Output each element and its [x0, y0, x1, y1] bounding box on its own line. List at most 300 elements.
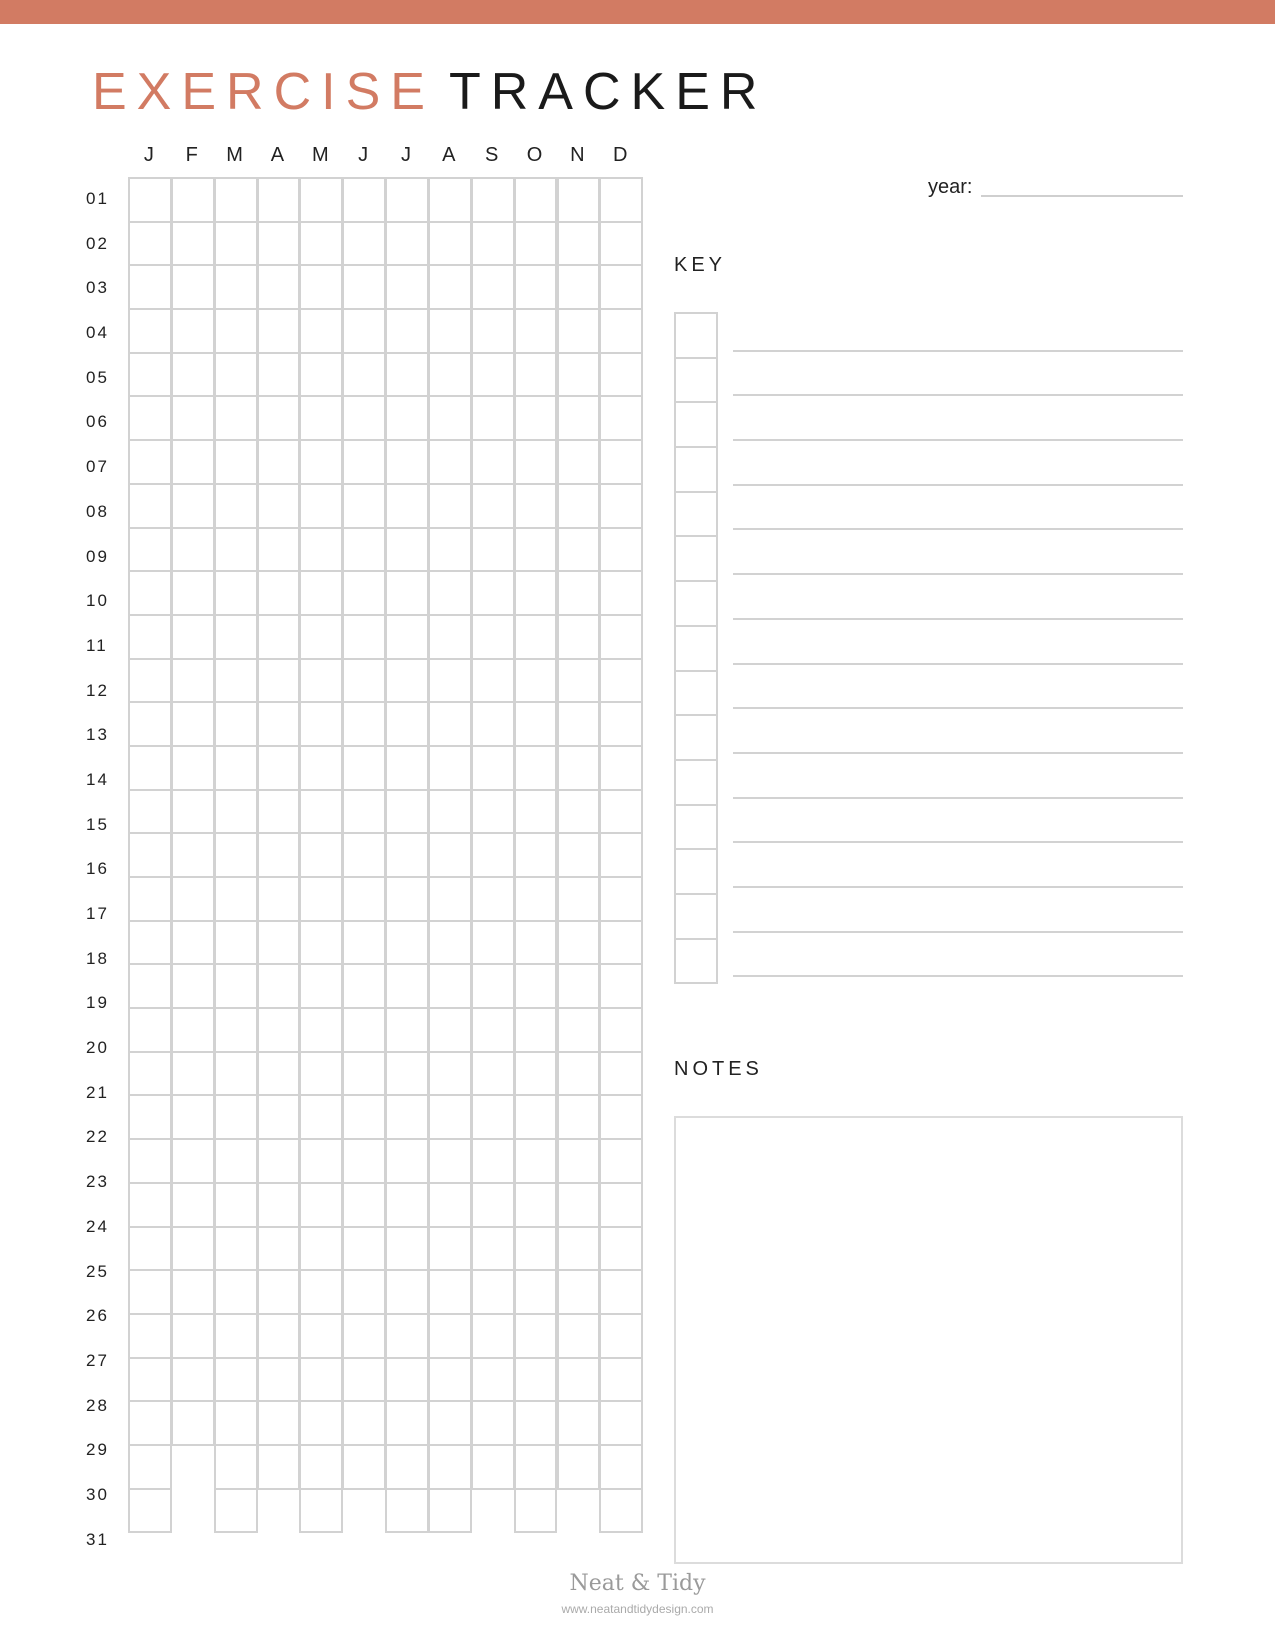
- tracker-cell[interactable]: [257, 177, 301, 223]
- tracker-cell[interactable]: [342, 1094, 386, 1140]
- tracker-cell[interactable]: [171, 745, 215, 791]
- tracker-cell[interactable]: [599, 614, 643, 660]
- key-label-line[interactable]: [733, 530, 1183, 575]
- tracker-cell[interactable]: [171, 483, 215, 529]
- tracker-cell[interactable]: [599, 1051, 643, 1097]
- tracker-cell[interactable]: [385, 1007, 429, 1053]
- tracker-cell[interactable]: [299, 527, 343, 573]
- tracker-cell[interactable]: [557, 789, 601, 835]
- tracker-cell[interactable]: [471, 439, 515, 485]
- tracker-cell[interactable]: [128, 1226, 172, 1272]
- tracker-cell[interactable]: [471, 1138, 515, 1184]
- tracker-cell[interactable]: [214, 221, 258, 267]
- tracker-cell[interactable]: [128, 1007, 172, 1053]
- tracker-cell[interactable]: [299, 177, 343, 223]
- tracker-cell[interactable]: [471, 395, 515, 441]
- tracker-cell[interactable]: [428, 1007, 472, 1053]
- key-label-line[interactable]: [733, 754, 1183, 799]
- tracker-cell[interactable]: [557, 527, 601, 573]
- tracker-cell[interactable]: [599, 395, 643, 441]
- tracker-cell[interactable]: [342, 1051, 386, 1097]
- key-color-box[interactable]: [674, 938, 718, 985]
- tracker-cell[interactable]: [128, 789, 172, 835]
- tracker-cell[interactable]: [428, 177, 472, 223]
- tracker-cell[interactable]: [257, 1400, 301, 1446]
- tracker-cell[interactable]: [385, 1313, 429, 1359]
- tracker-cell[interactable]: [514, 1182, 558, 1228]
- tracker-cell[interactable]: [514, 658, 558, 704]
- tracker-cell[interactable]: [299, 221, 343, 267]
- tracker-cell[interactable]: [514, 221, 558, 267]
- tracker-cell[interactable]: [299, 1007, 343, 1053]
- tracker-cell[interactable]: [171, 395, 215, 441]
- tracker-cell[interactable]: [599, 1400, 643, 1446]
- tracker-cell[interactable]: [599, 701, 643, 747]
- tracker-cell[interactable]: [257, 1226, 301, 1272]
- tracker-cell[interactable]: [171, 1094, 215, 1140]
- tracker-cell[interactable]: [299, 439, 343, 485]
- tracker-cell[interactable]: [514, 920, 558, 966]
- tracker-cell[interactable]: [299, 1051, 343, 1097]
- tracker-cell[interactable]: [385, 439, 429, 485]
- tracker-cell[interactable]: [514, 701, 558, 747]
- tracker-cell[interactable]: [171, 658, 215, 704]
- tracker-cell[interactable]: [514, 1488, 558, 1534]
- tracker-cell[interactable]: [299, 658, 343, 704]
- tracker-cell[interactable]: [257, 1094, 301, 1140]
- tracker-cell[interactable]: [299, 308, 343, 354]
- tracker-cell[interactable]: [471, 963, 515, 1009]
- tracker-cell[interactable]: [128, 570, 172, 616]
- tracker-cell[interactable]: [299, 1182, 343, 1228]
- tracker-cell[interactable]: [514, 1444, 558, 1490]
- tracker-cell[interactable]: [599, 658, 643, 704]
- tracker-cell[interactable]: [299, 570, 343, 616]
- key-color-box[interactable]: [674, 491, 718, 538]
- tracker-cell[interactable]: [514, 789, 558, 835]
- tracker-cell[interactable]: [557, 1269, 601, 1315]
- tracker-cell[interactable]: [257, 1138, 301, 1184]
- key-color-box[interactable]: [674, 625, 718, 672]
- tracker-cell[interactable]: [128, 308, 172, 354]
- tracker-cell[interactable]: [342, 308, 386, 354]
- tracker-cell[interactable]: [171, 614, 215, 660]
- tracker-cell[interactable]: [514, 439, 558, 485]
- tracker-cell[interactable]: [214, 701, 258, 747]
- tracker-cell[interactable]: [299, 264, 343, 310]
- tracker-cell[interactable]: [214, 483, 258, 529]
- tracker-cell[interactable]: [342, 1182, 386, 1228]
- tracker-cell[interactable]: [514, 1269, 558, 1315]
- tracker-cell[interactable]: [299, 745, 343, 791]
- tracker-cell[interactable]: [428, 1400, 472, 1446]
- tracker-cell[interactable]: [171, 439, 215, 485]
- tracker-cell[interactable]: [342, 963, 386, 1009]
- tracker-cell[interactable]: [299, 920, 343, 966]
- tracker-cell[interactable]: [385, 570, 429, 616]
- tracker-cell[interactable]: [557, 264, 601, 310]
- tracker-cell[interactable]: [428, 789, 472, 835]
- tracker-cell[interactable]: [599, 789, 643, 835]
- tracker-cell[interactable]: [471, 789, 515, 835]
- tracker-cell[interactable]: [257, 483, 301, 529]
- tracker-cell[interactable]: [599, 483, 643, 529]
- tracker-cell[interactable]: [299, 701, 343, 747]
- tracker-cell[interactable]: [471, 221, 515, 267]
- tracker-cell[interactable]: [599, 1007, 643, 1053]
- key-color-box[interactable]: [674, 893, 718, 940]
- tracker-cell[interactable]: [385, 483, 429, 529]
- key-label-line[interactable]: [733, 888, 1183, 933]
- tracker-cell[interactable]: [214, 1138, 258, 1184]
- tracker-cell[interactable]: [257, 832, 301, 878]
- tracker-cell[interactable]: [128, 658, 172, 704]
- tracker-cell[interactable]: [299, 1313, 343, 1359]
- tracker-cell[interactable]: [471, 745, 515, 791]
- tracker-cell[interactable]: [599, 1138, 643, 1184]
- tracker-cell[interactable]: [385, 1182, 429, 1228]
- tracker-cell[interactable]: [599, 308, 643, 354]
- tracker-cell[interactable]: [299, 963, 343, 1009]
- tracker-cell[interactable]: [128, 1444, 172, 1490]
- tracker-cell[interactable]: [599, 570, 643, 616]
- tracker-cell[interactable]: [385, 1269, 429, 1315]
- tracker-cell[interactable]: [214, 308, 258, 354]
- tracker-cell[interactable]: [599, 527, 643, 573]
- tracker-cell[interactable]: [385, 701, 429, 747]
- tracker-cell[interactable]: [599, 1094, 643, 1140]
- tracker-cell[interactable]: [214, 876, 258, 922]
- tracker-cell[interactable]: [514, 177, 558, 223]
- key-color-box[interactable]: [674, 759, 718, 806]
- tracker-cell[interactable]: [599, 1182, 643, 1228]
- tracker-cell[interactable]: [471, 1007, 515, 1053]
- tracker-cell[interactable]: [557, 876, 601, 922]
- tracker-cell[interactable]: [214, 832, 258, 878]
- tracker-cell[interactable]: [257, 352, 301, 398]
- tracker-cell[interactable]: [171, 832, 215, 878]
- tracker-cell[interactable]: [128, 1051, 172, 1097]
- tracker-cell[interactable]: [128, 1488, 172, 1534]
- tracker-cell[interactable]: [599, 963, 643, 1009]
- tracker-cell[interactable]: [514, 745, 558, 791]
- tracker-cell[interactable]: [514, 483, 558, 529]
- tracker-cell[interactable]: [557, 832, 601, 878]
- tracker-cell[interactable]: [599, 439, 643, 485]
- tracker-cell[interactable]: [471, 1226, 515, 1272]
- tracker-cell[interactable]: [428, 614, 472, 660]
- tracker-cell[interactable]: [171, 920, 215, 966]
- tracker-cell[interactable]: [171, 963, 215, 1009]
- tracker-cell[interactable]: [342, 570, 386, 616]
- tracker-cell[interactable]: [128, 1357, 172, 1403]
- tracker-cell[interactable]: [471, 701, 515, 747]
- tracker-cell[interactable]: [214, 1051, 258, 1097]
- key-color-box[interactable]: [674, 580, 718, 627]
- tracker-cell[interactable]: [514, 1138, 558, 1184]
- tracker-cell[interactable]: [171, 1226, 215, 1272]
- tracker-cell[interactable]: [557, 395, 601, 441]
- tracker-cell[interactable]: [385, 963, 429, 1009]
- tracker-cell[interactable]: [385, 308, 429, 354]
- tracker-cell[interactable]: [471, 920, 515, 966]
- tracker-cell[interactable]: [299, 1400, 343, 1446]
- tracker-cell[interactable]: [557, 920, 601, 966]
- tracker-cell[interactable]: [557, 177, 601, 223]
- tracker-cell[interactable]: [171, 1313, 215, 1359]
- tracker-cell[interactable]: [557, 614, 601, 660]
- tracker-cell[interactable]: [557, 308, 601, 354]
- tracker-cell[interactable]: [514, 352, 558, 398]
- tracker-cell[interactable]: [299, 1269, 343, 1315]
- tracker-cell[interactable]: [342, 1007, 386, 1053]
- tracker-cell[interactable]: [342, 1357, 386, 1403]
- tracker-cell[interactable]: [428, 963, 472, 1009]
- key-color-box[interactable]: [674, 401, 718, 448]
- tracker-cell[interactable]: [257, 920, 301, 966]
- tracker-cell[interactable]: [514, 527, 558, 573]
- tracker-cell[interactable]: [471, 1400, 515, 1446]
- tracker-cell[interactable]: [214, 1357, 258, 1403]
- tracker-cell[interactable]: [514, 832, 558, 878]
- tracker-cell[interactable]: [342, 352, 386, 398]
- tracker-cell[interactable]: [128, 920, 172, 966]
- tracker-cell[interactable]: [428, 1488, 472, 1534]
- tracker-cell[interactable]: [214, 1182, 258, 1228]
- tracker-cell[interactable]: [342, 1444, 386, 1490]
- tracker-cell[interactable]: [171, 177, 215, 223]
- tracker-cell[interactable]: [128, 832, 172, 878]
- tracker-cell[interactable]: [171, 1182, 215, 1228]
- tracker-cell[interactable]: [428, 1269, 472, 1315]
- tracker-cell[interactable]: [385, 1400, 429, 1446]
- tracker-cell[interactable]: [428, 1357, 472, 1403]
- tracker-cell[interactable]: [342, 1226, 386, 1272]
- tracker-cell[interactable]: [471, 177, 515, 223]
- key-label-line[interactable]: [733, 665, 1183, 710]
- tracker-cell[interactable]: [557, 1313, 601, 1359]
- tracker-cell[interactable]: [385, 745, 429, 791]
- notes-box[interactable]: [674, 1116, 1183, 1564]
- tracker-cell[interactable]: [471, 1051, 515, 1097]
- tracker-cell[interactable]: [299, 789, 343, 835]
- tracker-cell[interactable]: [257, 527, 301, 573]
- tracker-cell[interactable]: [128, 221, 172, 267]
- key-label-line[interactable]: [733, 486, 1183, 531]
- tracker-cell[interactable]: [428, 701, 472, 747]
- tracker-cell[interactable]: [299, 1488, 343, 1534]
- tracker-cell[interactable]: [342, 1400, 386, 1446]
- tracker-cell[interactable]: [428, 876, 472, 922]
- tracker-cell[interactable]: [214, 1226, 258, 1272]
- tracker-cell[interactable]: [385, 1226, 429, 1272]
- tracker-cell[interactable]: [299, 1138, 343, 1184]
- tracker-cell[interactable]: [514, 876, 558, 922]
- key-color-box[interactable]: [674, 446, 718, 493]
- tracker-cell[interactable]: [428, 920, 472, 966]
- tracker-cell[interactable]: [514, 570, 558, 616]
- tracker-cell[interactable]: [214, 264, 258, 310]
- tracker-cell[interactable]: [257, 1051, 301, 1097]
- tracker-cell[interactable]: [385, 527, 429, 573]
- tracker-cell[interactable]: [128, 1269, 172, 1315]
- tracker-cell[interactable]: [171, 221, 215, 267]
- tracker-cell[interactable]: [471, 1444, 515, 1490]
- tracker-cell[interactable]: [342, 221, 386, 267]
- tracker-cell[interactable]: [342, 1313, 386, 1359]
- tracker-cell[interactable]: [128, 395, 172, 441]
- key-color-box[interactable]: [674, 848, 718, 895]
- tracker-cell[interactable]: [514, 1094, 558, 1140]
- tracker-cell[interactable]: [299, 483, 343, 529]
- tracker-cell[interactable]: [471, 1182, 515, 1228]
- tracker-cell[interactable]: [428, 1313, 472, 1359]
- tracker-cell[interactable]: [557, 352, 601, 398]
- tracker-cell[interactable]: [299, 832, 343, 878]
- tracker-cell[interactable]: [342, 658, 386, 704]
- tracker-cell[interactable]: [171, 1138, 215, 1184]
- tracker-cell[interactable]: [599, 221, 643, 267]
- tracker-cell[interactable]: [514, 963, 558, 1009]
- tracker-cell[interactable]: [257, 1313, 301, 1359]
- tracker-cell[interactable]: [342, 395, 386, 441]
- tracker-cell[interactable]: [385, 264, 429, 310]
- tracker-cell[interactable]: [557, 221, 601, 267]
- tracker-cell[interactable]: [257, 1269, 301, 1315]
- tracker-cell[interactable]: [471, 832, 515, 878]
- tracker-cell[interactable]: [342, 832, 386, 878]
- tracker-cell[interactable]: [171, 264, 215, 310]
- tracker-cell[interactable]: [257, 614, 301, 660]
- tracker-cell[interactable]: [257, 789, 301, 835]
- year-input-line[interactable]: [981, 195, 1183, 197]
- tracker-cell[interactable]: [428, 1444, 472, 1490]
- tracker-cell[interactable]: [514, 308, 558, 354]
- tracker-cell[interactable]: [385, 832, 429, 878]
- tracker-cell[interactable]: [128, 1138, 172, 1184]
- tracker-cell[interactable]: [128, 1094, 172, 1140]
- tracker-cell[interactable]: [471, 264, 515, 310]
- tracker-cell[interactable]: [214, 1269, 258, 1315]
- tracker-cell[interactable]: [128, 352, 172, 398]
- tracker-cell[interactable]: [128, 614, 172, 660]
- key-color-box[interactable]: [674, 312, 718, 359]
- tracker-cell[interactable]: [214, 352, 258, 398]
- tracker-cell[interactable]: [214, 1488, 258, 1534]
- tracker-cell[interactable]: [471, 1094, 515, 1140]
- tracker-cell[interactable]: [171, 1400, 215, 1446]
- tracker-cell[interactable]: [471, 352, 515, 398]
- tracker-cell[interactable]: [471, 1269, 515, 1315]
- tracker-cell[interactable]: [557, 1051, 601, 1097]
- tracker-cell[interactable]: [257, 658, 301, 704]
- tracker-cell[interactable]: [214, 1400, 258, 1446]
- tracker-cell[interactable]: [299, 1094, 343, 1140]
- tracker-cell[interactable]: [128, 527, 172, 573]
- tracker-cell[interactable]: [428, 832, 472, 878]
- tracker-cell[interactable]: [214, 745, 258, 791]
- tracker-cell[interactable]: [214, 395, 258, 441]
- tracker-cell[interactable]: [214, 789, 258, 835]
- tracker-cell[interactable]: [385, 876, 429, 922]
- tracker-cell[interactable]: [342, 483, 386, 529]
- tracker-cell[interactable]: [428, 483, 472, 529]
- tracker-cell[interactable]: [428, 570, 472, 616]
- tracker-cell[interactable]: [385, 1138, 429, 1184]
- tracker-cell[interactable]: [214, 1007, 258, 1053]
- tracker-cell[interactable]: [171, 1051, 215, 1097]
- tracker-cell[interactable]: [299, 395, 343, 441]
- tracker-cell[interactable]: [471, 483, 515, 529]
- key-label-line[interactable]: [733, 352, 1183, 397]
- tracker-cell[interactable]: [385, 221, 429, 267]
- tracker-cell[interactable]: [171, 308, 215, 354]
- tracker-cell[interactable]: [128, 264, 172, 310]
- tracker-cell[interactable]: [342, 264, 386, 310]
- tracker-cell[interactable]: [128, 439, 172, 485]
- tracker-cell[interactable]: [171, 527, 215, 573]
- tracker-cell[interactable]: [171, 570, 215, 616]
- tracker-cell[interactable]: [514, 1357, 558, 1403]
- tracker-cell[interactable]: [342, 439, 386, 485]
- tracker-cell[interactable]: [514, 1051, 558, 1097]
- key-label-line[interactable]: [733, 843, 1183, 888]
- tracker-cell[interactable]: [599, 352, 643, 398]
- tracker-cell[interactable]: [342, 745, 386, 791]
- tracker-cell[interactable]: [428, 527, 472, 573]
- tracker-cell[interactable]: [171, 1357, 215, 1403]
- tracker-cell[interactable]: [385, 920, 429, 966]
- tracker-cell[interactable]: [428, 308, 472, 354]
- tracker-cell[interactable]: [214, 527, 258, 573]
- tracker-cell[interactable]: [257, 701, 301, 747]
- tracker-cell[interactable]: [171, 701, 215, 747]
- key-label-line[interactable]: [733, 620, 1183, 665]
- tracker-cell[interactable]: [471, 1357, 515, 1403]
- tracker-cell[interactable]: [299, 876, 343, 922]
- tracker-cell[interactable]: [385, 658, 429, 704]
- tracker-cell[interactable]: [385, 614, 429, 660]
- tracker-cell[interactable]: [514, 1226, 558, 1272]
- tracker-cell[interactable]: [214, 1444, 258, 1490]
- tracker-cell[interactable]: [599, 1444, 643, 1490]
- tracker-cell[interactable]: [385, 1488, 429, 1534]
- tracker-cell[interactable]: [257, 221, 301, 267]
- tracker-cell[interactable]: [385, 352, 429, 398]
- tracker-cell[interactable]: [514, 614, 558, 660]
- tracker-cell[interactable]: [428, 1138, 472, 1184]
- tracker-cell[interactable]: [214, 920, 258, 966]
- tracker-cell[interactable]: [214, 963, 258, 1009]
- tracker-cell[interactable]: [171, 1269, 215, 1315]
- tracker-cell[interactable]: [599, 1357, 643, 1403]
- tracker-cell[interactable]: [428, 221, 472, 267]
- key-label-line[interactable]: [733, 441, 1183, 486]
- tracker-cell[interactable]: [428, 395, 472, 441]
- tracker-cell[interactable]: [342, 876, 386, 922]
- key-label-line[interactable]: [733, 575, 1183, 620]
- tracker-cell[interactable]: [599, 264, 643, 310]
- tracker-cell[interactable]: [214, 1094, 258, 1140]
- tracker-cell[interactable]: [385, 1444, 429, 1490]
- tracker-cell[interactable]: [214, 658, 258, 704]
- tracker-cell[interactable]: [557, 658, 601, 704]
- tracker-cell[interactable]: [599, 177, 643, 223]
- tracker-cell[interactable]: [299, 614, 343, 660]
- tracker-cell[interactable]: [428, 352, 472, 398]
- tracker-cell[interactable]: [299, 1226, 343, 1272]
- tracker-cell[interactable]: [342, 614, 386, 660]
